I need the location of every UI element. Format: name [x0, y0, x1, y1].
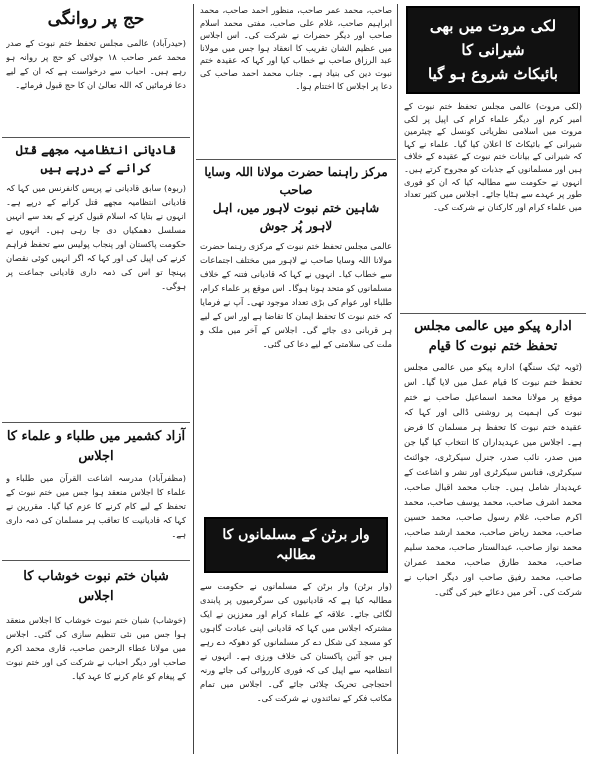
- headline-peeko: ادارہ پیکو میں عالمی مجلس تحفظ ختم نبوت کا قیام: [414, 319, 572, 354]
- headline-allah-wasaya: مرکز راہنما حضرت مولانا اللہ وسایا صاحب: [204, 165, 388, 197]
- divider: [196, 159, 396, 160]
- headline-shirani-line2: بائیکاٹ شروع ہو گیا: [428, 65, 558, 83]
- headline-shirani-line1: لکی مروت میں بھی شیرانی کا: [429, 17, 557, 59]
- divider: [2, 422, 190, 423]
- headline-box-warburton: [204, 517, 388, 573]
- article-middle-top: صاحب، محمد عمر صاحب، منظور احمد صاحب، محمد ابراہیم صاحب، غلام علی صاحب، مفتی محمد اسلام صاحب اور دیگر حضرات نے شرکت کی۔ اس اجلاس میں عظیم الشان تقریب کا انعقاد ہوا جس میں مولانا عبد الرزاق صاحب نے خطاب کیا اور کہا کہ عقیدہ ختم نبوت دین کی بنیاد ہے۔ جناب محمد احمد صاحب کی دعا پر اجلاس کا اختتام ہوا۔: [200, 5, 392, 91]
- headline-box-shirani: [406, 6, 580, 94]
- headline-azad-kashmir: آزاد کشمیر میں طلباء و علماء کا اجلاس: [6, 429, 186, 464]
- article-shirani: (لکی مروت) عالمی مجلس تحفظ ختم نبوت کے امیر کرم اور دیگر علماء کرام کی اپیل پر لکی مروت میں اسلامی نظریاتی کونسل کے چیئرمین شیرانی کے بائیکاٹ کا اعلان کیا گیا۔ علماء نے کہا کہ شیرانی کے بیانات ختم نبوت کے عقیدہ کے خلاف ہیں اور مسلمانوں کے جذبات کو مجروح کرتے ہیں۔ انہوں نے حکومت سے مطالبہ کیا کہ ان کو فوری طور پر عہدے سے ہٹایا جائے۔ اجلاس میں کثیر تعداد میں علماء کرام اور کارکنان نے شرکت کی۔: [404, 101, 582, 212]
- divider: [2, 560, 190, 561]
- headline-khushab: شبان ختم نبوت خوشاب کا اجلاس: [23, 569, 169, 604]
- headline-warburton: وار برٹن کے مسلمانوں کا مطالبہ: [222, 527, 370, 563]
- headline-qadiani-threat: قادیانی انتظامیہ مجھے قتل کرانے کے درپے ہیں: [15, 143, 177, 175]
- right-column: [400, 0, 586, 758]
- left-column: [2, 0, 190, 758]
- column-rule: [193, 4, 194, 754]
- article-khushab: (خوشاب) شبان ختم نبوت خوشاب کا اجلاس منعقد ہوا جس میں نئی تنظیم سازی کی گئی۔ اجلاس میں مولانا عطاء الرحمن صاحب، قاری محمد اکرم صاحب اور دیگر احباب نے شرکت کی اور ختم نبوت کے پیغام کو عام کرنے کا عہد کیا۔: [6, 615, 186, 681]
- middle-column: [196, 0, 396, 758]
- article-peeko: (ٹوبہ ٹیک سنگھ) ادارہ پیکو میں عالمی مجلس تحفظ ختم نبوت کا قیام عمل میں لایا گیا۔ اس موقع پر مولانا محمد اسماعیل صاحب نے ختم نبوت کی اہمیت پر روشنی ڈالی اور کہا کہ عقیدہ ختم نبوت کا تحفظ ہر مسلمان کا فرض ہے۔ اجلاس میں عہدیداران کا انتخاب کیا گیا جن میں صدر، نائب صدر، جنرل سیکرٹری، جوائنٹ سیکرٹری، فنانس سیکرٹری اور نشر و اشاعت کے عہدیدار شامل ہیں۔ جناب محمد اقبال صاحب، محمد اشرف صاحب، محمد یوسف صاحب، محمد اکرم صاحب، غلام رسول صاحب، محمد حسین صاحب، محمد ریاض صاحب، محمد ارشد صاحب، محمد نواز صاحب، عبدالستار صاحب، محمد سلیم صاحب، محمد طارق صاحب، محمد عمران صاحب، محمد رفیق صاحب اور دیگر احباب نے شرکت کی۔ آخر میں دعائے خیر کی گئی۔: [404, 363, 582, 598]
- headline-hajj: حج پر روانگی: [47, 9, 145, 29]
- article-warburton: (وار برٹن) وار برٹن کے مسلمانوں نے حکومت سے مطالبہ کیا ہے کہ قادیانیوں کی سرگرمیوں پر پابندی لگائی جائے۔ علاقہ کے علماء کرام اور معززین نے ایک مشترکہ اجلاس میں کہا کہ قادیانی اپنی عبادت گاہوں کو مسجد کی شکل دے کر مسلمانوں کو دھوکہ دے رہے ہیں جو آئین پاکستان کی خلاف ورزی ہے۔ انہوں نے انتظامیہ سے اپیل کی کہ فوری کارروائی کی جائے ورنہ احتجاجی تحریک چلائی جائے گی۔ اجلاس میں تمام مکاتب فکر کے نمائندوں نے شرکت کی۔: [200, 581, 392, 703]
- divider: [400, 313, 586, 314]
- article-hajj: (حیدرآباد) عالمی مجلس تحفظ ختم نبوت کے صدر محمد عمر صاحب ۱۸ جولائی کو حج پر روانہ ہو رہے ہیں۔ احباب سے درخواست ہے کہ ان کے لیے دعا فرمائیں کہ اللہ تعالیٰ ان کا حج قبول فرمائے۔: [6, 38, 186, 90]
- article-qadiani-threat: (ربوہ) سابق قادیانی نے پریس کانفرنس میں کہا کہ قادیانی انتظامیہ مجھے قتل کرانے کے درپے ہے۔ انہوں نے بتایا کہ اسلام قبول کرنے کے بعد سے انہیں مسلسل دھمکیاں دی جا رہی ہیں۔ انہوں نے حکومت پاکستان اور پنجاب پولیس سے تحفظ فراہم کرنے کی اپیل کی اور کہا کہ اگر انہیں کوئی نقصان پہنچا تو اس کی ذمہ داری قادیانی جماعت پر ہوگی۔: [6, 183, 186, 291]
- article-allah-wasaya: عالمی مجلس تحفظ ختم نبوت کے مرکزی رہنما حضرت مولانا اللہ وسایا صاحب نے لاہور میں مختلف اجتماعات سے خطاب کیا۔ انہوں نے کہا کہ قادیانی فتنہ کے خلاف مسلمانوں کو متحد ہونا ہوگا۔ اس موقع پر علماء کرام، طلباء اور عوام کی بڑی تعداد موجود تھی۔ آپ نے فرمایا کہ ختم نبوت کا تحفظ ایمان کا تقاضا ہے اور اس کے لیے ہر قربانی دی جائے گی۔ اجلاس کے آخر میں ملک و ملت کی سلامتی کے لیے دعا کی گئی۔: [200, 241, 392, 349]
- divider: [2, 137, 190, 138]
- article-azad-kashmir: (مظفرآباد) مدرسہ اشاعت القرآن میں طلباء و علماء کا اجلاس منعقد ہوا جس میں ختم نبوت کے تحفظ کے لیے کام کرنے کا عزم کیا گیا۔ مقررین نے کہا کہ قادیانیت کا تعاقب ہر مسلمان کی ذمہ داری ہے۔: [6, 473, 186, 539]
- column-rule: [397, 4, 398, 754]
- headline-lahore: شاہین ختم نبوت لاہور میں، اہل لاہور پُر جوش: [212, 201, 380, 233]
